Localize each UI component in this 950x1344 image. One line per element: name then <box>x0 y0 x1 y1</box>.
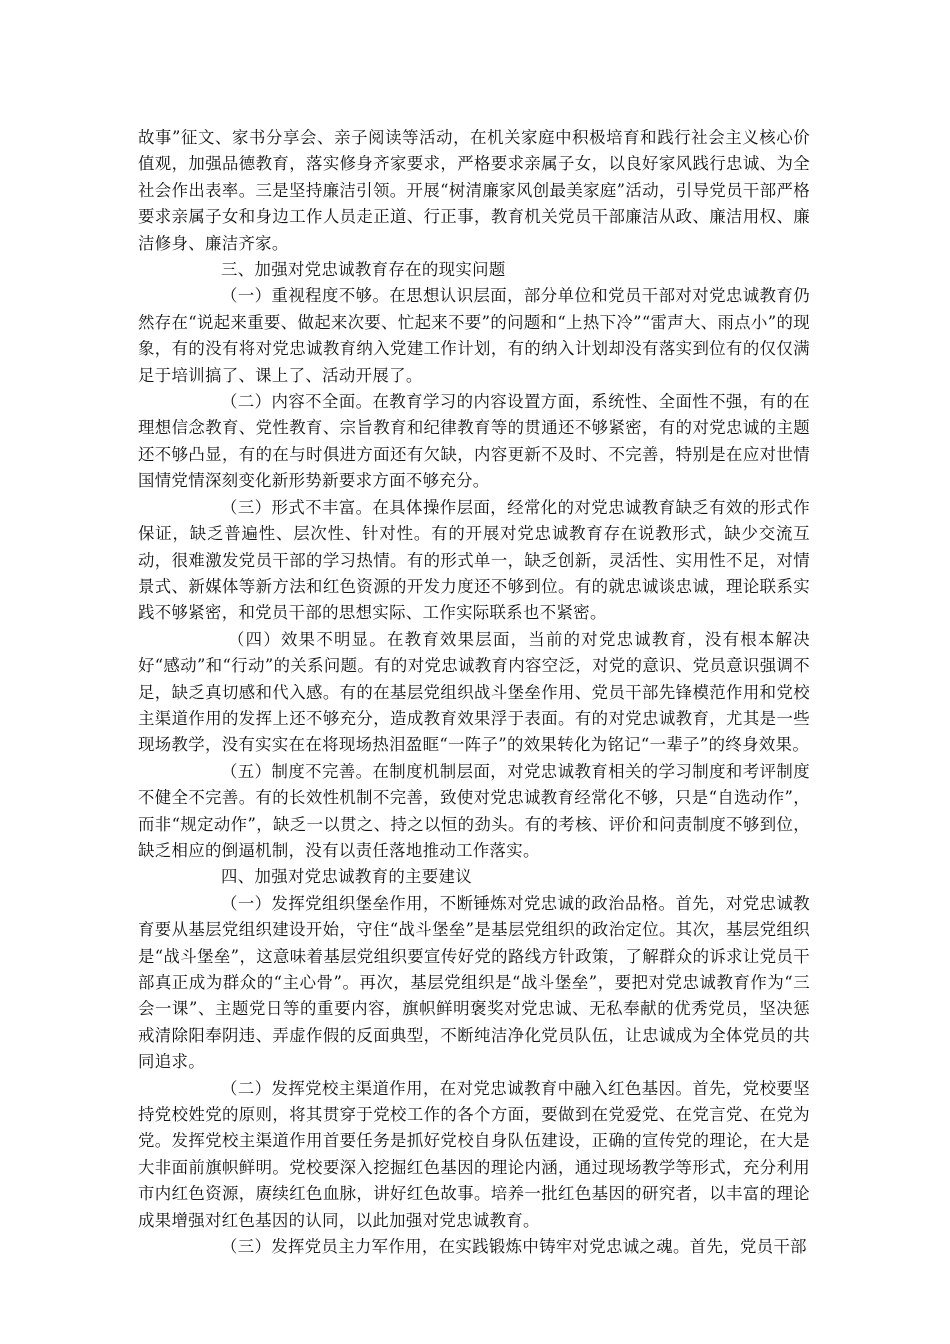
paragraph-problem-4: （四）效果不明显。在教育效果层面，当前的对党忠诚教育，没有根本解决好“感动”和“行动”的关系问题。有的对党忠诚教育内容空泛，对党的意识、党员意识强调不足，缺乏真切感和代入感。有的在基层党组织战斗堡垒作用、党员干部先锋模范作用和党校主渠道作用的发挥上还不够充分，造成教育效果浮于表面。有的对党忠诚教育，尤其是一些现场教学，没有实实在在将现场热泪盈眶“一阵子”的效果转化为铭记“一辈子”的终身效果。 <box>138 629 810 755</box>
paragraph-continuation: 故事”征文、家书分享会、亲子阅读等活动，在机关家庭中积极培育和践行社会主义核心价值观，加强品德教育，落实修身齐家要求，严格要求亲属子女，以良好家风践行忠诚、为全社会作出表率。三是坚持廉洁引领。开展“树清廉家风创最美家庭”活动，引导党员干部严格要求亲属子女和身边工作人员走正道、行正事，教育机关党员干部廉洁从政、廉洁用权、廉洁修身、廉洁齐家。 <box>138 128 810 253</box>
paragraph-problem-2: （二）内容不全面。在教育学习的内容设置方面，系统性、全面性不强，有的在理想信念教育、党性教育、宗旨教育和纪律教育等的贯通还不够紧密，有的对党忠诚的主题还不够凸显，有的在与时俱进方面还有欠缺，内容更新不及时、不完善，特别是在应对世情国情党情深刻变化新形势新要求方面不够充分。 <box>138 392 810 491</box>
paragraph-problem-1: （一）重视程度不够。在思想认识层面，部分单位和党员干部对对党忠诚教育仍然存在“说起来重要、做起来次要、忙起来不要”的问题和“上热下冷”“雷声大、雨点小”的现象，有的没有将对党忠诚教育纳入党建工作计划，有的纳入计划却没有落实到位有的仅仅满足于培训搞了、课上了、活动开展了。 <box>138 286 810 385</box>
paragraph-suggestion-2: （二）发挥党校主渠道作用，在对党忠诚教育中融入红色基因。首先，党校要坚持党校姓党的原则，将其贯穿于党校工作的各个方面，要做到在党爱党、在党言党、在党为党。发挥党校主渠道作用首要任务是抓好党校自身队伍建设，正确的宣传党的理论，在大是大非面前旗帜鲜明。党校要深入挖掘红色基因的理论内涵，通过现场教学等形式，充分利用市内红色资源，赓续红色血脉，讲好红色故事。培养一批红色基因的研究者，以丰富的理论成果增强对红色基因的认同，以此加强对党忠诚教育。 <box>138 1078 810 1230</box>
paragraph-problem-3: （三）形式不丰富。在具体操作层面，经常化的对党忠诚教育缺乏有效的形式作保证，缺乏普遍性、层次性、针对性。有的开展对党忠诚教育存在说教形式，缺少交流互动，很难激发党员干部的学习热情。有的形式单一，缺乏创新，灵活性、实用性不足，对情景式、新媒体等新方法和红色资源的开发力度还不够到位。有的就忠诚谈忠诚，理论联系实践不够紧密，和党员干部的思想实际、工作实际联系也不紧密。 <box>138 497 810 623</box>
paragraph-problem-5: （五）制度不完善。在制度机制层面，对党忠诚教育相关的学习制度和考评制度不健全不完善。有的长效性机制不完善，致使对党忠诚教育经常化不够，只是“自选动作”，而非“规定动作”，缺乏一以贯之、持之以恒的劲头。有的考核、评价和问责制度不够到位，缺乏相应的倒逼机制，没有以责任落地推动工作落实。 <box>138 761 810 860</box>
paragraph-suggestion-3: （三）发挥党员主力军作用，在实践锻炼中铸牢对党忠诚之魂。首先，党员干部 <box>221 1237 807 1257</box>
document-body <box>138 125 810 1260</box>
section-heading-3: 三、加强对党忠诚教育存在的现实问题 <box>221 260 506 280</box>
section-heading-4: 四、加强对党忠诚教育的主要建议 <box>221 867 473 887</box>
paragraph-suggestion-1: （一）发挥党组织堡垒作用，不断锤炼对党忠诚的政治品格。首先，对党忠诚教育要从基层党组织建设开始，守住“战斗堡垒”是基层党组织的政治定位。其次，基层党组织是“战斗堡垒”，这意味着基层党组织要宣传好党的路线方针政策，了解群众的诉求让党员干部真正成为群众的“主心骨”。再次，基层党组织是“战斗堡垒”，要把对党忠诚教育作为“三会一课”、主题党日等的重要内容，旗帜鲜明褒奖对党忠诚、无私奉献的优秀党员，坚决惩戒清除阳奉阴违、弄虚作假的反面典型，不断纯洁净化党员队伍，让忠诚成为全体党员的共同追求。 <box>138 893 810 1072</box>
